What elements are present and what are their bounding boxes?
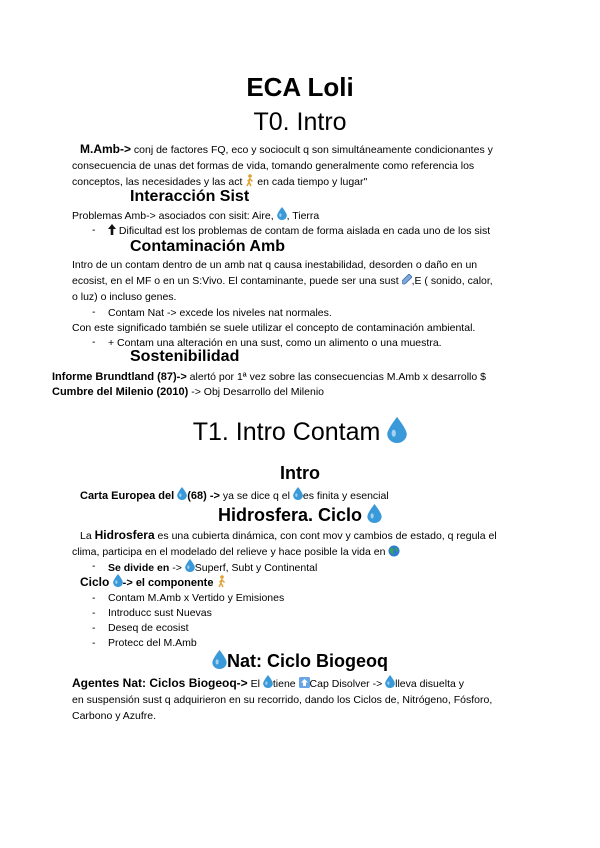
water-drop-icon — [293, 487, 303, 500]
nat-heading: Nat: Ciclo Biogeoq — [227, 651, 388, 671]
mamb-line-3a: conceptos, las necesidades y las act — [72, 176, 246, 188]
ciclo-text-a: -> el componente — [122, 577, 217, 589]
sostenibilidad-heading: Sostenibilidad — [130, 348, 240, 365]
interaccion-heading: Interacción Sist — [130, 188, 250, 205]
contaminacion-line-2b: ,E ( sonido, calor, — [411, 275, 493, 287]
hidro-line-1c: es una cubierta dinámica, con cont mov y cambios de estado, q regula el — [154, 530, 497, 542]
t1-heading: T1. Intro Contam — [192, 418, 388, 446]
divide-label: Se divide en — [108, 562, 170, 574]
ciclo-line — [80, 574, 226, 591]
brundtland-line — [52, 369, 572, 385]
ciclo-item-3: Deseq de ecosist — [108, 622, 189, 634]
water-drop-icon — [113, 574, 123, 587]
nat-heading-row — [0, 650, 600, 672]
contaminacion-line-2: ecosist, en el MF o en un S:Vivo. El contaminante, puede ser una sust — [72, 275, 402, 287]
interaccion-line-1b: , Tierra — [286, 210, 320, 222]
water-drop-icon — [263, 675, 273, 688]
water-drop-icon — [387, 417, 407, 443]
bullet-dash: - — [92, 622, 96, 634]
water-drop-icon — [367, 504, 382, 523]
bullet-dash: - — [92, 607, 96, 619]
carta-label-a: Carta Europea del — [80, 490, 178, 502]
interaccion-bullet-1 — [108, 223, 558, 239]
bullet-dash: - — [92, 637, 96, 649]
contaminacion-line-4: Con este significado también se suele utilizar el concepto de contaminación ambiental. — [72, 322, 476, 334]
hidrosfera-paragraph — [72, 527, 562, 560]
ciclo-item-4: Protecc del M.Amb — [108, 637, 197, 649]
walking-person-icon — [245, 174, 254, 187]
water-drop-icon — [385, 675, 395, 688]
hidrosfera-heading-row — [0, 504, 600, 526]
carta-label-b: (68) -> — [187, 490, 220, 502]
water-drop-icon — [212, 650, 227, 669]
contaminacion-line-3: o luz) o incluso genes. — [72, 291, 177, 303]
agentes-d: lleva disuelta y — [395, 678, 464, 690]
contaminacion-heading: Contaminación Amb — [130, 238, 285, 255]
globe-icon — [388, 545, 400, 557]
agentes-b: tiene — [272, 678, 299, 690]
walking-person-icon — [217, 575, 226, 588]
ciclo-item-1: Contam M.Amb x Vertido y Emisiones — [108, 592, 285, 604]
agentes-label: Agentes Nat: Ciclos Biogeoq-> — [72, 676, 248, 690]
interaccion-text — [72, 207, 552, 224]
contaminacion-paragraph — [72, 257, 562, 305]
t0-heading: T0. Intro — [253, 108, 347, 136]
interaccion-bullet-1-text: Dificultad est los problemas de contam de forma aislada en cada uno de los sist — [118, 225, 491, 237]
water-drop-icon — [177, 487, 187, 500]
contaminacion-line-1: Intro de un contam dentro de un amb nat q causa inestabilidad, desorden o daño en un — [72, 259, 478, 271]
bullet-dash: - — [92, 306, 96, 318]
carta-text-b: es finita y esencial — [302, 490, 389, 502]
water-drop-icon — [185, 559, 195, 572]
agentes-a: El — [247, 678, 263, 690]
divide-text-b: Superf, Subt y Continental — [194, 562, 318, 574]
agentes-c: Cap Disolver -> — [309, 678, 386, 690]
carta-line — [80, 487, 560, 504]
mamb-paragraph — [72, 141, 552, 190]
agentes-line-3: Carbono y Azufre. — [72, 710, 157, 722]
up-arrow-icon — [108, 224, 116, 235]
bullet-dash: - — [92, 560, 96, 572]
bullet-dash: - — [92, 592, 96, 604]
mamb-line-1: conj de factores FQ, eco y sociocult q son simultáneamente condicionantes y — [131, 144, 493, 156]
ciclo-item-2: Introducc sust Nuevas — [108, 607, 212, 619]
milenio-label: Cumbre del Milenio (2010) — [52, 386, 189, 398]
brundtland-label: Informe Brundtland (87)-> — [52, 371, 187, 383]
milenio-line — [52, 384, 572, 400]
water-drop-icon — [277, 207, 287, 220]
bullet-dash: - — [92, 336, 96, 348]
mamb-line-2: consecuencia de unas det formas de vida, tomando generalmente como referencia los — [72, 160, 475, 172]
t1-heading-row — [0, 417, 600, 447]
hidro-line-1b: Hidrosfera — [94, 528, 155, 542]
interaccion-line-1a: Problemas Amb-> asociados con sisit: Aire, — [72, 210, 277, 222]
agentes-line-2: en suspensión sust q adquirieron en su recorrido, dando los Ciclos de, Nitrógeno, Fósforo, — [72, 694, 493, 706]
agentes-paragraph — [72, 675, 572, 724]
divide-text-a: -> — [169, 562, 185, 574]
hidrosfera-heading: Hidrosfera. Ciclo — [217, 505, 368, 525]
up-arrow-box-icon — [299, 677, 310, 688]
intro-heading: Intro — [280, 463, 320, 483]
ciclo-label: Ciclo — [80, 575, 113, 589]
bullet-dash: - — [92, 224, 96, 236]
contaminacion-bullet-2: + Contam una alteración en una sust, como un alimento o una muestra. — [108, 337, 442, 349]
mamb-line-3b: en cada tiempo y lugar" — [254, 176, 368, 188]
hidro-line-2a: clima, participa en el modelado del relieve y hace posible la vida en — [72, 546, 389, 558]
test-tube-icon — [402, 274, 412, 285]
contaminacion-bullet-1: Contam Nat -> excede los niveles nat normales. — [108, 307, 332, 319]
brundtland-text: alertó por 1ª vez sobre las consecuencias M.Amb x desarrollo $ — [186, 371, 486, 383]
mamb-label: M.Amb-> — [80, 142, 131, 156]
milenio-text: -> Obj Desarrollo del Milenio — [188, 386, 324, 398]
hidro-line-1a: La — [80, 530, 95, 542]
document-title: ECA Loli — [246, 72, 354, 102]
carta-text-a: ya se dice q el — [219, 490, 293, 502]
